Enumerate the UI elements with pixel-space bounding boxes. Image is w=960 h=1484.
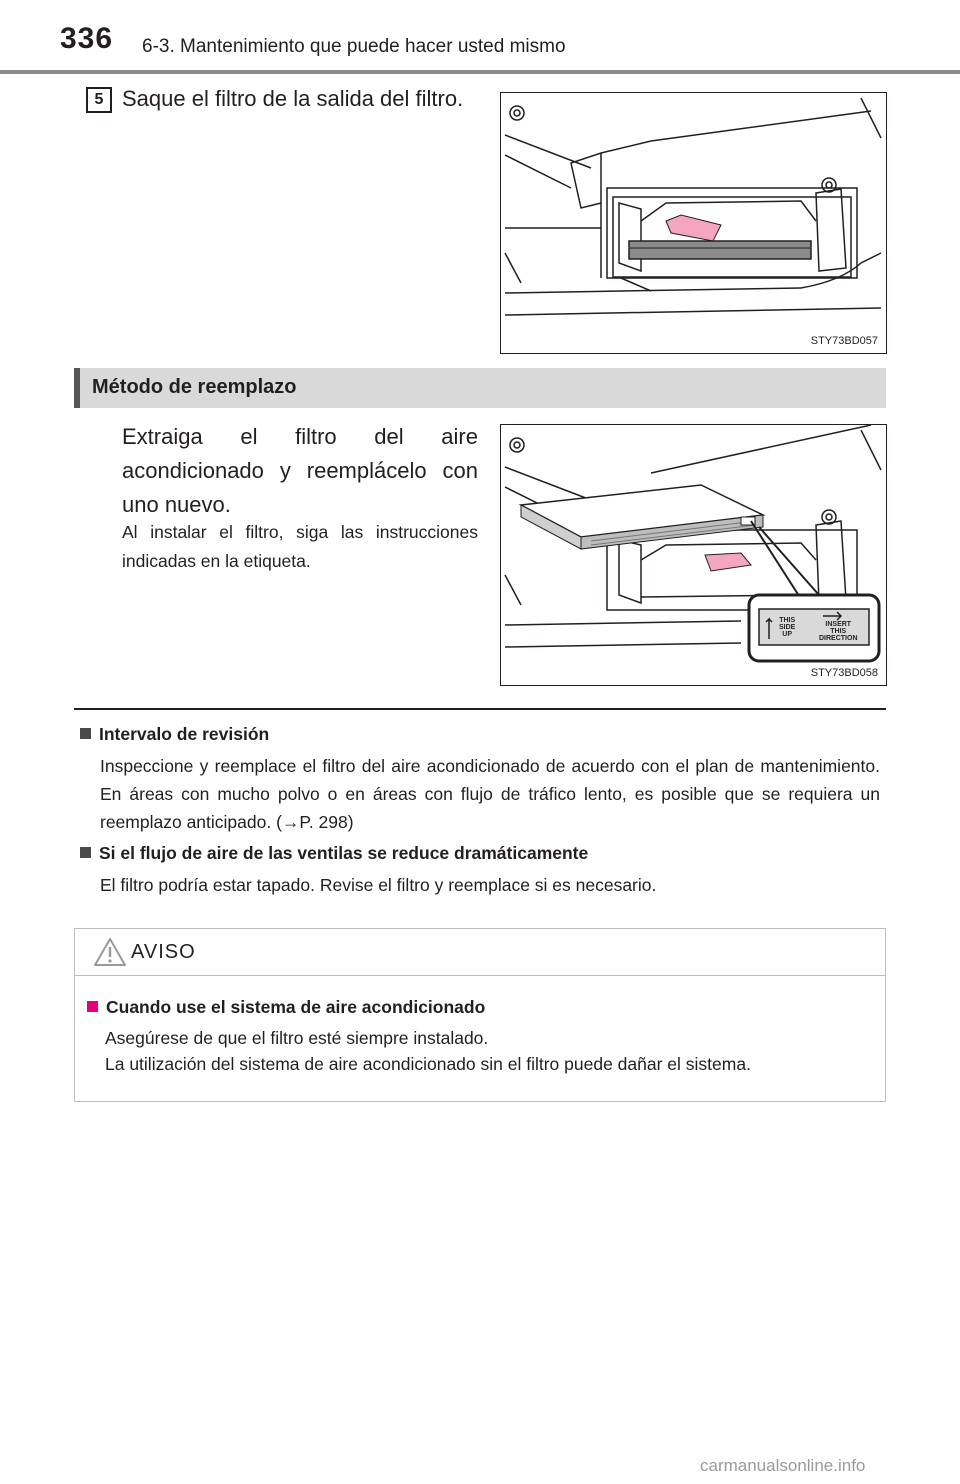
item-body-interval: Inspeccione y reemplace el filtro del aire acondicionado de acuerdo con el plan de mantenimiento. En áreas con mucho polvo o en áreas con flujo de tráfico lento, es posible que se requiera un reemplazo anticipado. (→P. 298)	[100, 756, 880, 832]
square-bullet-icon	[87, 1001, 98, 1012]
replacement-note: Al instalar el filtro, siga las instrucciones indicadas en la etiqueta.	[122, 522, 478, 571]
section-title: 6-3. Mantenimiento que puede hacer usted mismo	[142, 36, 566, 57]
item-heading-airflow: Si el flujo de aire de las ventilas se reduce dramáticamente	[80, 843, 588, 864]
filter-install-illustration	[501, 425, 886, 685]
item-heading-interval: Intervalo de revisión	[80, 724, 269, 745]
figure-filter-install	[500, 424, 887, 686]
warning-triangle-icon	[93, 937, 127, 967]
square-bullet-icon	[80, 728, 91, 739]
page-number: 336	[60, 22, 114, 55]
watermark: carmanualsonline.info	[700, 1456, 866, 1475]
section-heading-bar	[74, 368, 80, 408]
section-heading-band	[74, 368, 886, 408]
label-this-side-up: THIS SIDE UP	[779, 617, 796, 638]
warning-title: AVISO	[131, 941, 196, 963]
header-rule	[0, 70, 960, 74]
section-divider	[74, 708, 886, 710]
replacement-instruction: Extraiga el filtro del aire acondicionado y reemplácelo con uno nuevo.	[122, 424, 478, 517]
step-number-badge: 5	[86, 87, 112, 113]
figure-code: STY73BD057	[810, 335, 878, 347]
step-text: Saque el filtro de la salida del filtro.	[122, 86, 464, 111]
warning-heading: Cuando use el sistema de aire acondicionado	[87, 997, 485, 1018]
warning-box	[74, 928, 886, 1102]
figure-code: STY73BD058	[810, 667, 878, 679]
square-bullet-icon	[80, 847, 91, 858]
label-insert-direction: INSERT THIS DIRECTION	[819, 621, 858, 642]
warning-header	[75, 929, 885, 976]
item-body-airflow: El filtro podría estar tapado. Revise el filtro y reemplace si es necesario.	[100, 875, 657, 895]
filter-removal-illustration	[501, 93, 886, 353]
section-heading: Método de reemplazo	[92, 376, 297, 398]
warning-body: Asegúrese de que el filtro esté siempre instalado. La utilización del sistema de aire acondicionado sin el filtro puede dañar el sistema.	[105, 1028, 751, 1074]
figure-filter-removal	[500, 92, 887, 354]
